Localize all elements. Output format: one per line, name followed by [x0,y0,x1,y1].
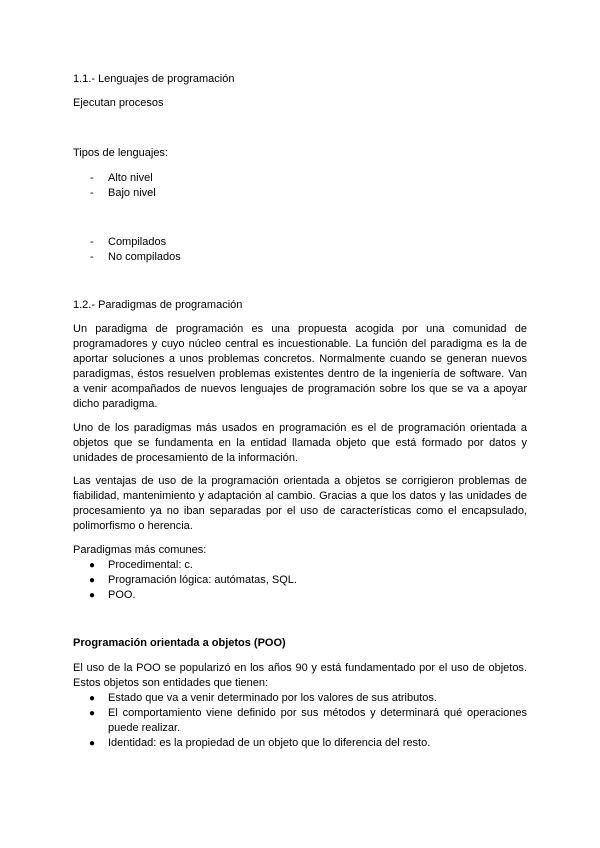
list-item [73,558,527,573]
list-item [73,250,527,265]
poo-paragraph: El uso de la POO se popularizó en los años 90 y está fundamentado por el uso de objetos. Estos objetos son entidades que tienen: [73,662,527,689]
dash-marker: - [90,236,94,248]
tipos-label: Tipos de lenguajes: [73,147,168,159]
list-item-text: Estado que va a venir determinado por los valores de sus atributos. [108,692,437,704]
list-item [73,588,527,603]
comunes-label: Paradigmas más comunes: [73,544,207,556]
list-item-text: Bajo nivel [108,187,156,199]
bullet-marker: ● [89,560,96,571]
dash-marker: - [90,172,94,184]
list-item-text: El comportamiento viene definido por sus métodos y determinará qué operaciones puede realizar. [108,707,527,734]
bullet-list-poo [73,691,527,751]
list-item-text: Alto nivel [108,172,153,184]
list-item [73,171,527,186]
dash-marker: - [90,251,94,263]
list-item [73,573,527,588]
dash-list-niveles [73,171,527,201]
list-item-text: POO. [108,589,136,601]
paragraph-1: Un paradigma de programación es una propuesta acogida por una comunidad de programadores y cuyo núcleo central es incuestionable. La función del paradigma es la de aportar soluciones a unos problemas concretos. Normalmente cuando se generan nuevos paradigmas, éstos resuelven problemas existentes dentro de la ingeniería de software. Van a venir acompañados de nuevos lenguajes de programación sobre los que se va a apoyar dicho paradigma. [73,323,527,410]
dash-list-compilacion [73,235,527,265]
bullet-marker: ● [89,738,96,749]
list-item [73,736,527,751]
bullet-marker: ● [89,693,96,704]
list-item-text: Compilados [108,236,167,248]
list-item-text: Programación lógica: autómatas, SQL. [108,574,297,586]
section-heading-lenguajes: 1.1.- Lenguajes de programación [73,73,235,85]
paragraph-2: Uno de los paradigmas más usados en programación es el de programación orientada a objetos que se fundamenta en la entidad llamada objeto que está formado por datos y unidades de procesamiento de la información. [73,422,527,464]
bullet-list-comunes [73,558,527,603]
bullet-marker: ● [89,590,96,601]
paragraph-3: Las ventajas de uso de la programación orientada a objetos se corrigieron problemas de fiabilidad, mantenimiento y adaptación al cambio. Gracias a que los datos y las unidades de procesamiento ya no iban separadas por el uso de características como el encapsulado, polimorfismo o herencia. [73,475,527,532]
bullet-marker: ● [89,575,96,586]
list-item-text: No compilados [108,251,181,263]
bullet-marker: ● [89,708,96,719]
poo-heading: Programación orientada a objetos (POO) [73,637,286,649]
section-heading-paradigmas: 1.2.- Paradigmas de programación [73,299,243,311]
list-item [73,706,527,736]
list-item-text: Procedimental: c. [108,559,193,571]
ejecutan-text: Ejecutan procesos [73,97,164,109]
list-item-text: Identidad: es la propiedad de un objeto que lo diferencia del resto. [108,737,431,749]
list-item [73,691,527,706]
list-item [73,235,527,250]
list-item [73,186,527,201]
dash-marker: - [90,187,94,199]
